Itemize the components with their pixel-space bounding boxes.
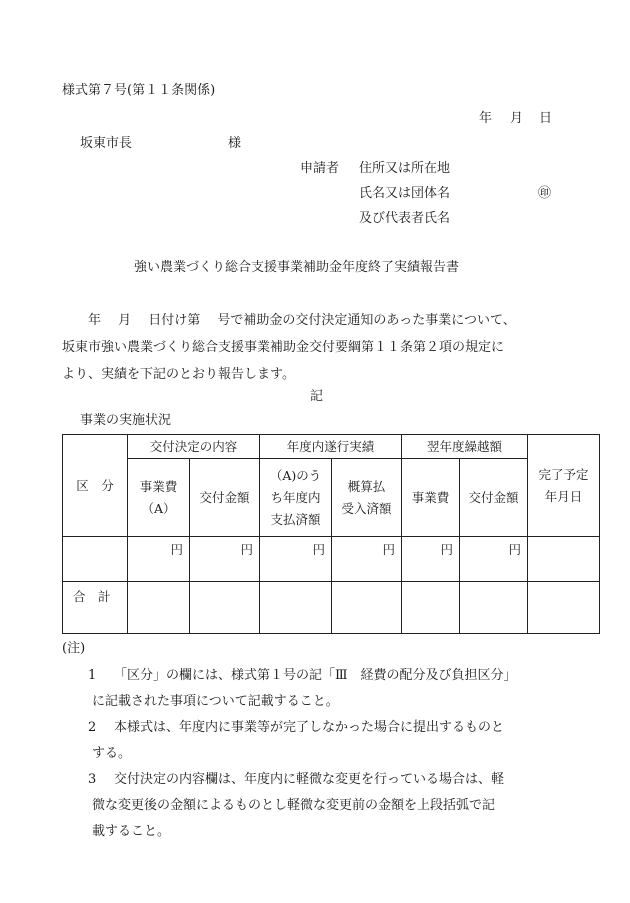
total-label: 合 計	[63, 582, 128, 634]
notes-heading: (注)	[62, 641, 86, 656]
note-number: 3	[88, 772, 97, 787]
table-row-total	[63, 582, 600, 634]
header-jigyohi-line: 事業費	[139, 478, 178, 494]
body-line: 坂東市強い農業づくり総合支援事業補助金交付要綱第１１条第２項の規定に	[62, 340, 505, 355]
date-day: 日	[539, 111, 553, 126]
cell-yen: 円	[402, 537, 460, 582]
header-kanryo-line: 完了予定	[538, 466, 589, 482]
header-a-uchi-line: 支払済額	[270, 511, 321, 527]
body-line: より、実績を下記のとおり報告します。	[62, 367, 295, 382]
note-line: に記載された事項について記載すること。	[92, 694, 339, 709]
note-line: 交付決定の内容欄は、年度内に軽微な変更を行っている場合は、軽	[114, 772, 505, 787]
ki-label: 記	[310, 389, 324, 404]
applicant-name: 氏名又は団体名	[359, 186, 451, 201]
header-a-uchi-line: （A)のう	[269, 467, 322, 483]
notes-list	[62, 663, 602, 845]
body-line: 年 月 日付け第 号で補助金の交付決定通知のあった事業について、	[62, 313, 516, 328]
header-kubun: 区 分	[63, 435, 128, 537]
cell-kubun	[63, 537, 128, 582]
cell-yen: 円	[460, 537, 528, 582]
cell-kanryo	[528, 537, 600, 582]
note-line: 載すること。	[92, 824, 171, 839]
implementation-status-table	[62, 434, 600, 634]
note-line: 微な変更後の金額によるものとし軽微な変更前の金額を上段括弧で記	[92, 798, 496, 813]
cell-yen: 円	[190, 537, 260, 582]
note-line: 本様式は、年度内に事業等が完了しなかった場合に提出するものと	[114, 720, 505, 735]
cell-total	[260, 582, 332, 634]
cell-total	[190, 582, 260, 634]
cell-total	[460, 582, 528, 634]
date-year: 年	[479, 111, 493, 126]
cell-total	[528, 582, 600, 634]
note-line: 「区分」の欄には、様式第１号の記「Ⅲ 経費の配分及び負担区分」	[114, 668, 517, 683]
section-label: 事業の実施状況	[80, 413, 172, 428]
header-koufu-kingaku-2: 交付金額	[460, 459, 528, 537]
header-kanryo-line: 年月日	[544, 488, 583, 504]
header-kanryo	[528, 435, 600, 537]
table-row	[63, 537, 600, 582]
cell-yen: 円	[332, 537, 402, 582]
form-number: 様式第７号(第１１条関係)	[62, 83, 216, 98]
header-gaisan-line: 概算払	[347, 478, 386, 494]
date-month: 月	[510, 111, 524, 126]
header-a-uchi	[260, 459, 332, 537]
header-a-uchi-line: ち年度内	[270, 489, 321, 505]
header-nendo-group: 年度内遂行実績	[260, 435, 402, 459]
cell-total	[402, 582, 460, 634]
note-item	[62, 767, 602, 845]
note-line: する。	[92, 746, 132, 761]
cell-yen: 円	[260, 537, 332, 582]
header-yokunendo-group: 翌年度繰越額	[402, 435, 528, 459]
applicant-address: 住所又は所在地	[359, 161, 451, 176]
header-jigyohi	[128, 459, 190, 537]
applicant-label: 申請者	[300, 161, 340, 176]
addressee-name: 坂東市長	[80, 136, 133, 151]
body-paragraph	[62, 307, 582, 388]
addressee-honorific: 様	[228, 136, 242, 151]
note-number: 2	[88, 720, 97, 735]
cell-yen: 円	[128, 537, 190, 582]
document-title: 強い農業づくり総合支援事業補助金年度終了実績報告書	[134, 260, 460, 275]
cell-total	[128, 582, 190, 634]
cell-total	[332, 582, 402, 634]
seal-mark: ㊞	[538, 186, 552, 201]
header-jigyohi-line: （A）	[141, 500, 176, 516]
note-item	[62, 663, 602, 715]
header-gaisan-line: 受入済額	[341, 500, 392, 516]
header-koufu-group: 交付決定の内容	[128, 435, 260, 459]
header-jigyohi-2: 事業費	[402, 459, 460, 537]
note-item	[62, 715, 602, 767]
header-koufu-kingaku: 交付金額	[190, 459, 260, 537]
applicant-representative: 及び代表者氏名	[359, 211, 451, 226]
note-number: 1	[88, 668, 97, 683]
header-gaisan	[332, 459, 402, 537]
